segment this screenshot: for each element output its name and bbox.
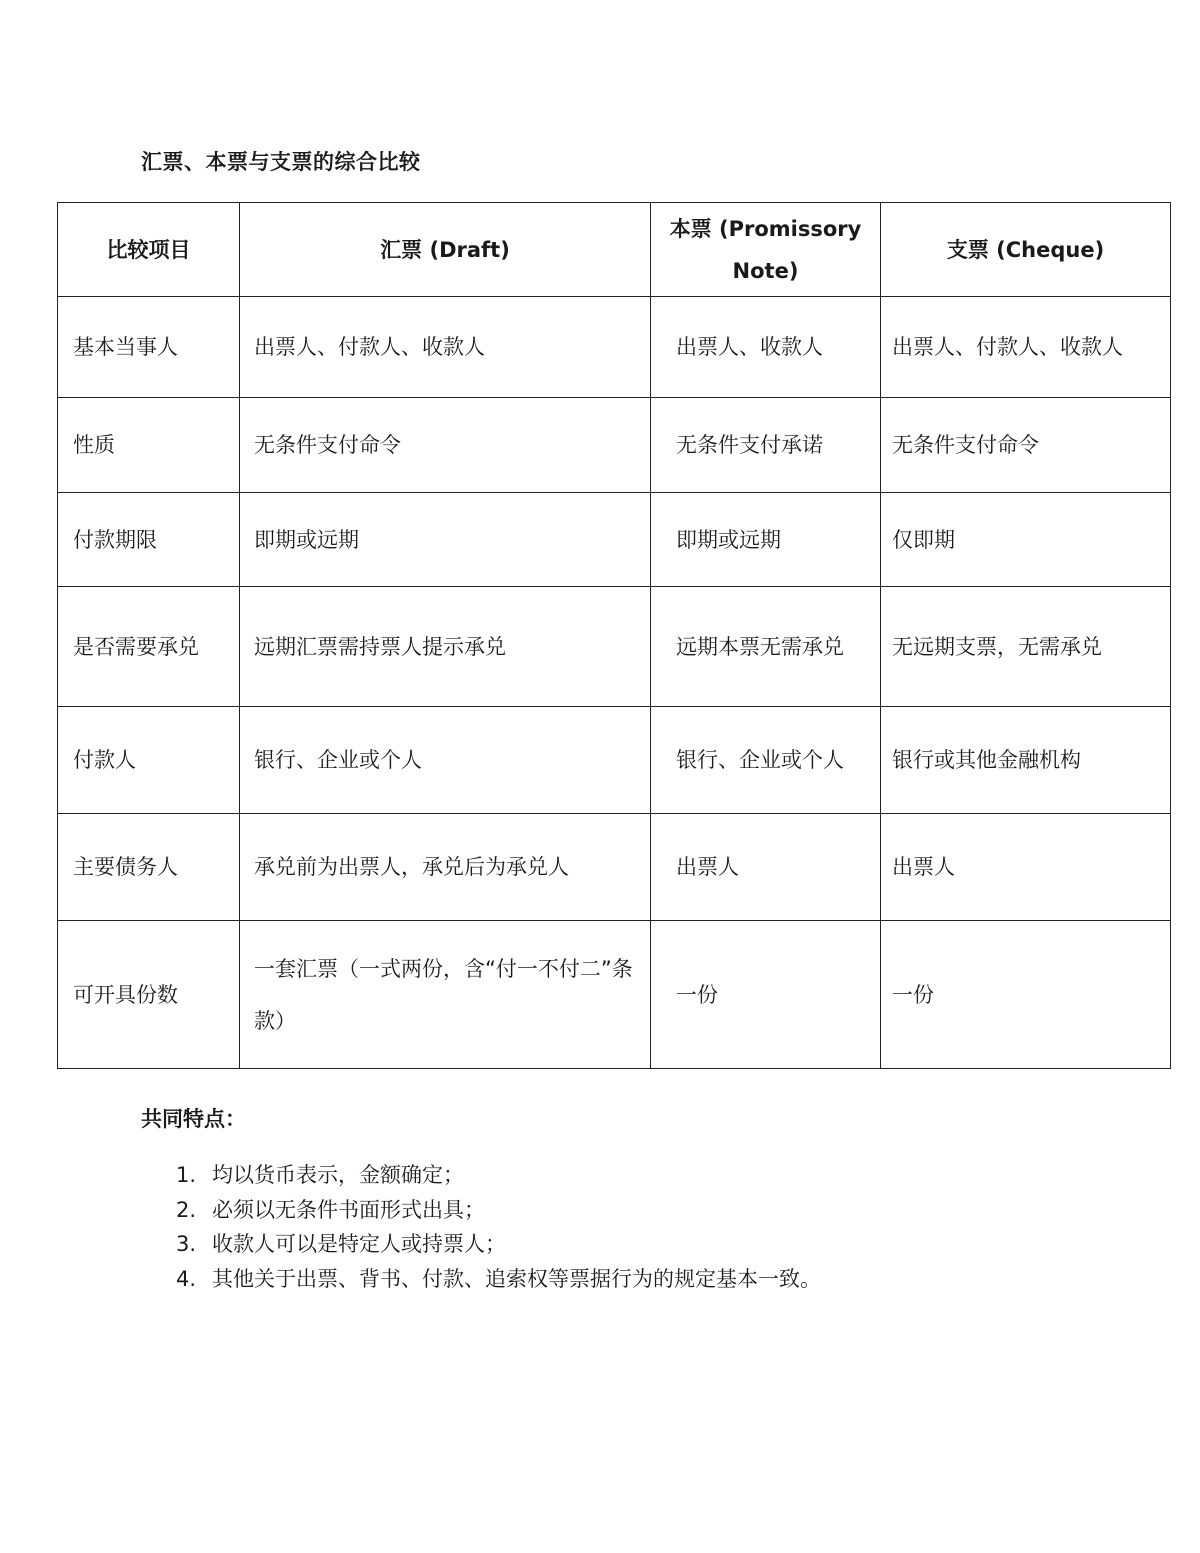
draft-cell: 承兑前为出票人，承兑后为承兑人 (240, 814, 651, 921)
table-row (58, 707, 1171, 814)
row-label: 基本当事人 (58, 297, 240, 398)
common-features-heading: 共同特点： (141, 1107, 246, 1131)
list-item-text: 必须以无条件书面形式出具； (212, 1197, 485, 1222)
table-row (58, 493, 1171, 587)
table-header-row (58, 203, 1171, 297)
table-row (58, 921, 1171, 1069)
list-item (176, 1227, 821, 1262)
row-label: 是否需要承兑 (58, 587, 240, 707)
draft-cell: 远期汇票需持票人提示承兑 (240, 587, 651, 707)
table-row (58, 398, 1171, 493)
cheque-cell: 出票人、付款人、收款人 (881, 297, 1171, 398)
promissory-note-cell: 银行、企业或个人 (651, 707, 881, 814)
promissory-note-cell: 无条件支付承诺 (651, 398, 881, 493)
draft-cell: 出票人、付款人、收款人 (240, 297, 651, 398)
draft-cell: 即期或远期 (240, 493, 651, 587)
cheque-cell: 无远期支票，无需承兑 (881, 587, 1171, 707)
list-item (176, 1193, 821, 1228)
cheque-cell: 出票人 (881, 814, 1171, 921)
header-cell-promissory-note: 本票 (Promissory Note) (651, 203, 881, 297)
cheque-cell: 无条件支付命令 (881, 398, 1171, 493)
list-item-number: 1. (176, 1163, 197, 1187)
list-item-text: 均以货币表示，金额确定； (212, 1163, 464, 1187)
draft-cell: 银行、企业或个人 (240, 707, 651, 814)
cheque-cell: 一份 (881, 921, 1171, 1069)
row-label: 可开具份数 (58, 921, 240, 1069)
promissory-note-cell: 出票人、收款人 (651, 297, 881, 398)
table-row (58, 297, 1171, 398)
header-cell-cheque: 支票 (Cheque) (881, 203, 1171, 297)
row-label: 付款人 (58, 707, 240, 814)
list-item-number: 3. (176, 1232, 197, 1256)
list-item (176, 1158, 821, 1193)
header-cell-item: 比较项目 (58, 203, 240, 297)
list-item-number: 4. (176, 1266, 197, 1291)
promissory-note-cell: 出票人 (651, 814, 881, 921)
row-label: 主要债务人 (58, 814, 240, 921)
table-row (58, 814, 1171, 921)
page-title: 汇票、本票与支票的综合比较 (141, 150, 421, 174)
draft-cell: 无条件支付命令 (240, 398, 651, 493)
common-features-list (176, 1158, 821, 1296)
draft-cell: 一套汇票（一式两份，含“付一不付二”条款） (240, 921, 651, 1069)
list-item-text: 收款人可以是特定人或持票人； (212, 1232, 506, 1256)
cheque-cell: 仅即期 (881, 493, 1171, 587)
promissory-note-cell: 即期或远期 (651, 493, 881, 587)
table-row (58, 587, 1171, 707)
promissory-note-cell: 远期本票无需承兑 (651, 587, 881, 707)
list-item-number: 2. (176, 1197, 197, 1222)
list-item-text: 其他关于出票、背书、付款、追索权等票据行为的规定基本一致。 (212, 1266, 821, 1291)
header-cell-draft: 汇票 (Draft) (240, 203, 651, 297)
list-item (176, 1262, 821, 1297)
comparison-table (57, 202, 1171, 1069)
promissory-note-cell: 一份 (651, 921, 881, 1069)
row-label: 付款期限 (58, 493, 240, 587)
cheque-cell: 银行或其他金融机构 (881, 707, 1171, 814)
row-label: 性质 (58, 398, 240, 493)
